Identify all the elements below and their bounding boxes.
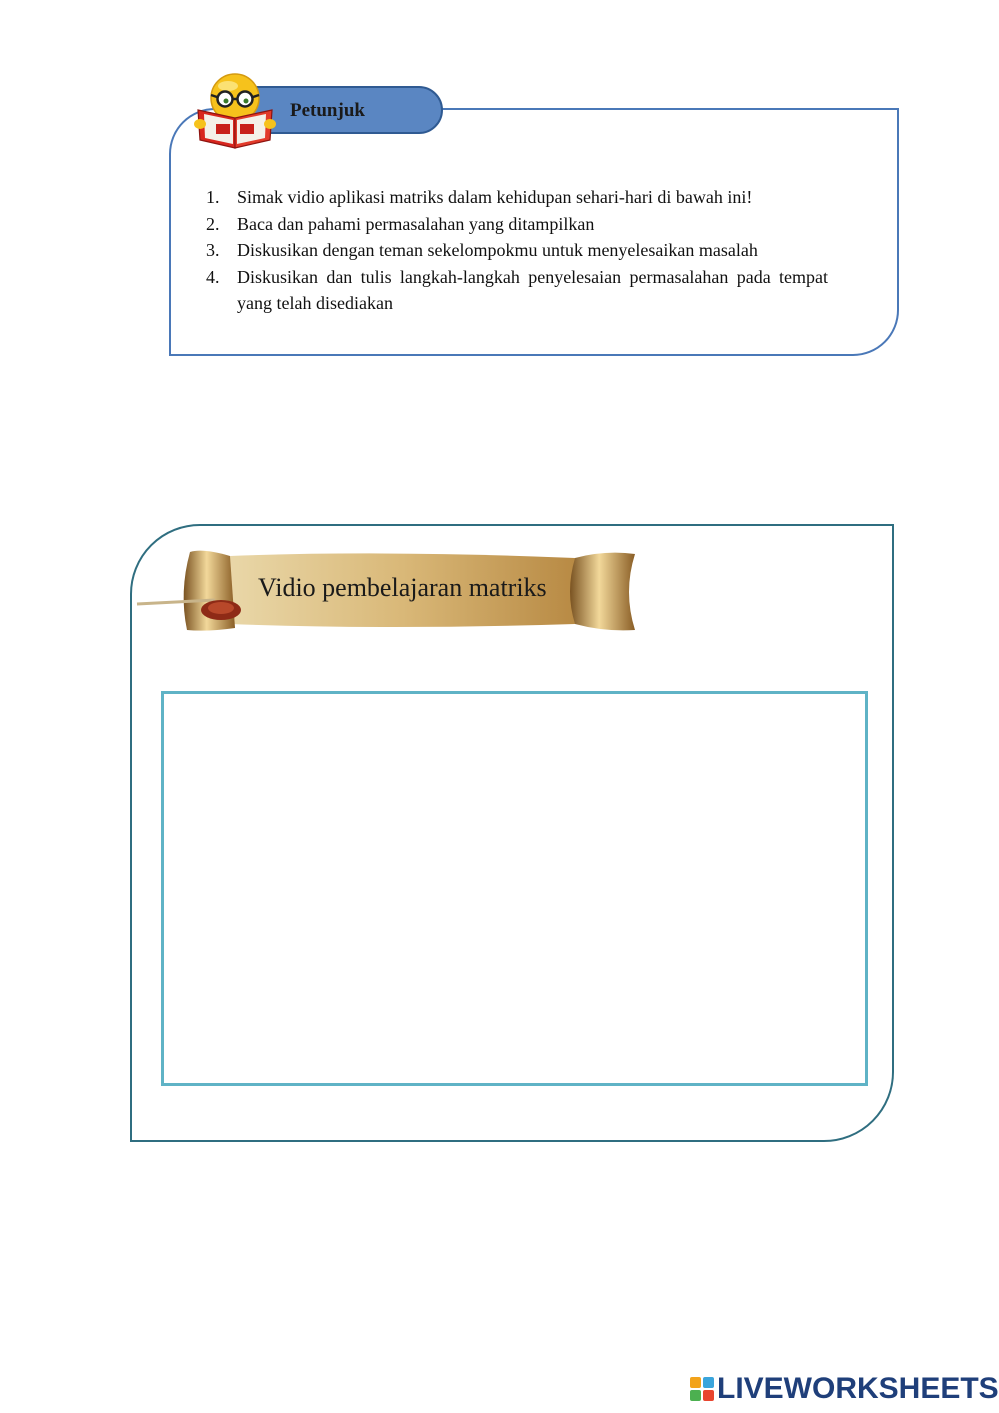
item-text: Diskusikan dan tulis langkah-langkah penyelesaian permasalahan pada tempat yang telah disediakan bbox=[237, 266, 828, 313]
instruction-item bbox=[206, 184, 828, 211]
item-number: 2. bbox=[206, 213, 220, 234]
item-number: 3. bbox=[206, 240, 220, 260]
instruction-item bbox=[206, 264, 828, 317]
video-section-title: Vidio pembelajaran matriks bbox=[258, 573, 547, 602]
instructions-list bbox=[206, 184, 828, 317]
video-player-frame[interactable] bbox=[161, 691, 868, 1086]
instruction-item bbox=[206, 211, 828, 238]
item-text: Simak vidio aplikasi matriks dalam kehidupan sehari-hari di bawah ini! bbox=[237, 187, 753, 207]
liveworksheets-logo bbox=[690, 1372, 999, 1406]
item-number: 4. bbox=[206, 266, 220, 287]
liveworksheets-mark-icon bbox=[690, 1377, 714, 1401]
reading-smiley-icon bbox=[190, 72, 280, 150]
instructions-title: Petunjuk bbox=[290, 100, 365, 121]
instruction-item bbox=[206, 237, 828, 264]
item-text: Diskusikan dengan teman sekelompokmu untuk menyelesaikan masalah bbox=[237, 240, 758, 260]
brand-name: LIVEWORKSHEETS bbox=[717, 1372, 999, 1405]
item-number: 1. bbox=[206, 187, 220, 207]
item-text: Baca dan pahami permasalahan yang ditampilkan bbox=[237, 213, 595, 234]
